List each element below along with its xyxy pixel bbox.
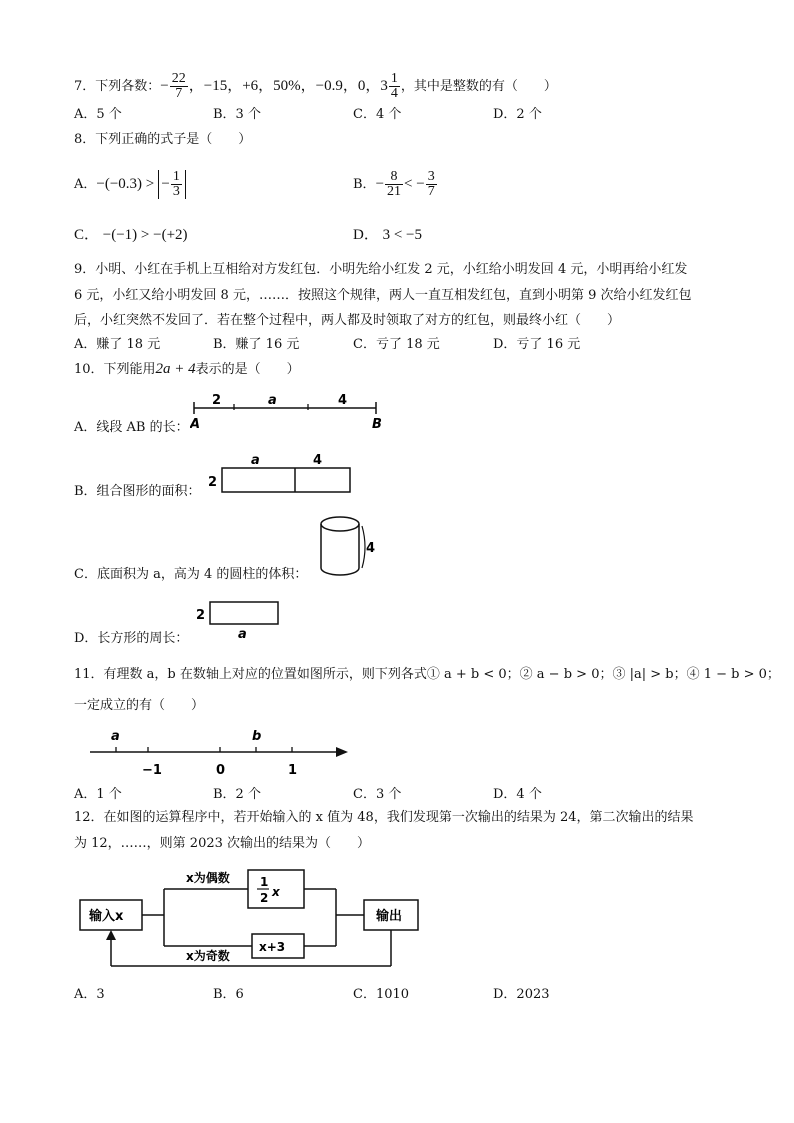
q12-plus3-label: x+3 xyxy=(259,940,286,954)
q10-a-point-b: B xyxy=(372,417,382,432)
q8-b-label: B． xyxy=(353,177,376,192)
q10-d-side-label: 2 xyxy=(196,608,206,623)
q12-even-label: x为偶数 xyxy=(186,871,230,885)
q7-minus: − xyxy=(160,78,169,94)
q10-option-b: B．组合图形的面积： xyxy=(74,484,201,499)
q10-d-bottom-label: a xyxy=(238,627,247,642)
q7-frac-den: 7 xyxy=(175,86,183,101)
q12-line-1: 12．在如图的运算程序中，若开始输入的 x 值为 48，我们发现第一次输出的结果为 24，第二次输出的结果 xyxy=(74,810,694,825)
q10-option-d: D．长方形的周长： xyxy=(74,631,189,646)
q9-option-b: B．赚了 16 元 xyxy=(213,337,300,352)
q8-option-d: D． 3 < −5 xyxy=(353,227,423,243)
q12-output-label: 输出 xyxy=(376,909,403,924)
q11-line-2: 一定成立的有（ ） xyxy=(74,698,205,713)
q8-a-abs-minus: − xyxy=(161,176,170,192)
q10-option-a: A．线段 AB 的长： xyxy=(74,420,189,435)
q12-half-num: 1 xyxy=(260,875,269,889)
q9-line-3: 后，小红突然不发回了．若在整个过程中，两人都及时领取了对方的红包，则最终小红（ ） xyxy=(74,313,621,328)
q12-flowchart xyxy=(74,862,424,974)
q7-mixed-fraction xyxy=(389,72,400,101)
q8-a-num: 1 xyxy=(172,169,180,184)
q10-a-point-a: A xyxy=(190,417,201,432)
q8-stem: 8．下列正确的式子是（ ） xyxy=(74,132,252,147)
q8-option-c: C． −(−1) > −(+2) xyxy=(74,227,188,243)
q8-a-label: A． xyxy=(74,177,97,192)
q10-b-side-label: 2 xyxy=(208,475,218,490)
q10-c-height-label: 4 xyxy=(366,541,376,556)
q7-mixed-num: 1 xyxy=(390,71,398,86)
q7-prefix: 7．下列各数： xyxy=(74,79,161,94)
q7-option-d: D．2 个 xyxy=(493,107,542,122)
q7-suffix: ，其中是整数的有（ ） xyxy=(400,79,557,94)
q12-option-b: B．6 xyxy=(213,987,244,1002)
q11-option-a: A．1 个 xyxy=(74,787,122,802)
q12-input-label: 输入x xyxy=(89,909,124,924)
q8-b-fraction-1 xyxy=(385,170,403,199)
q10-a-seg3-label: 4 xyxy=(338,393,348,408)
q12-option-d: D．2023 xyxy=(493,987,550,1002)
q11-option-c: C．3 个 xyxy=(353,787,402,802)
q10-figure-b xyxy=(204,450,354,496)
q11-option-d: D．4 个 xyxy=(493,787,542,802)
q8-b-num1: 8 xyxy=(385,170,403,185)
q10-figure-d xyxy=(194,598,284,642)
q10-option-c: C．底面积为 a，高为 4 的圆柱的体积： xyxy=(74,567,308,582)
q8-b-minus: − xyxy=(375,176,385,192)
q7-stem xyxy=(74,72,557,101)
q10-b-top2-label: 4 xyxy=(313,453,323,468)
q8-option-a xyxy=(74,170,186,199)
q8-a-abs xyxy=(158,170,185,199)
q8-b-den2: 7 xyxy=(427,184,435,199)
q10-stem-prefix: 10．下列能用 xyxy=(74,362,156,377)
q8-b-mid: < − xyxy=(404,176,425,192)
q7-rest: ，−15，+6，50%，−0.9，0， xyxy=(188,78,381,94)
q12-line-2: 为 12，……，则第 2023 次输出的结果为（ ） xyxy=(74,836,371,851)
q7-mixed-whole: 3 xyxy=(380,78,388,94)
q8-option-b xyxy=(353,170,438,199)
q11-option-b: B．2 个 xyxy=(213,787,261,802)
q11-line-1: 11．有理数 a，b 在数轴上对应的位置如图所示，则下列各式① a + b < 0；② a − b > 0；③ |a| > b；④ 1 − b > 0； xyxy=(74,667,780,682)
q8-a-fraction xyxy=(171,170,182,199)
q11-tick-one: 1 xyxy=(288,763,298,778)
q12-half-den: 2 xyxy=(260,891,269,905)
q7-option-c: C．4 个 xyxy=(353,107,402,122)
q8-b-num2: 3 xyxy=(427,169,435,184)
q11-tick-zero: 0 xyxy=(216,763,226,778)
q12-option-c: C．1010 xyxy=(353,987,410,1002)
q7-mixed-den: 4 xyxy=(390,86,398,101)
q11-number-line xyxy=(86,724,350,780)
q11-tick-neg1: −1 xyxy=(142,763,162,778)
q8-a-den: 3 xyxy=(172,184,180,199)
q9-option-a: A．赚了 18 元 xyxy=(74,337,161,352)
q10-a-seg1-label: 2 xyxy=(212,393,222,408)
q10-a-seg2-label: a xyxy=(268,393,277,408)
q9-option-c: C．亏了 18 元 xyxy=(353,337,440,352)
q8-b-fraction-2 xyxy=(426,170,437,199)
q7-frac-num: 22 xyxy=(171,71,186,86)
q9-line-2: 6 元，小红又给小明发回 8 元，……．按照这个规律，两人一直互相发红包，直到小明第 9 次给小红发红包 xyxy=(74,288,692,303)
q8-a-expr: −(−0.3) > xyxy=(96,176,155,192)
q12-odd-label: x为奇数 xyxy=(186,949,230,963)
q12-half-var: x xyxy=(272,885,280,899)
q10-figure-c xyxy=(314,512,380,582)
q7-option-a: A．5 个 xyxy=(74,107,122,122)
q11-point-a: a xyxy=(111,729,120,744)
q9-option-d: D．亏了 16 元 xyxy=(493,337,581,352)
q9-line-1: 9．小明、小红在手机上互相给对方发红包．小明先给小红发 2 元，小红给小明发回 4 元，小明再给小红发 xyxy=(74,262,688,277)
q10-stem-suffix: 表示的是（ ） xyxy=(195,362,300,377)
q12-option-a: A．3 xyxy=(74,987,105,1002)
q10-b-top1-label: a xyxy=(251,453,260,468)
q10-expr: 2a + 4 xyxy=(155,361,196,377)
q7-option-b: B．3 个 xyxy=(213,107,261,122)
q10-stem xyxy=(74,361,300,378)
q7-fraction xyxy=(170,72,188,101)
q11-point-b: b xyxy=(252,729,262,744)
q10-figure-a xyxy=(190,390,390,432)
q8-b-den1: 21 xyxy=(387,184,402,199)
